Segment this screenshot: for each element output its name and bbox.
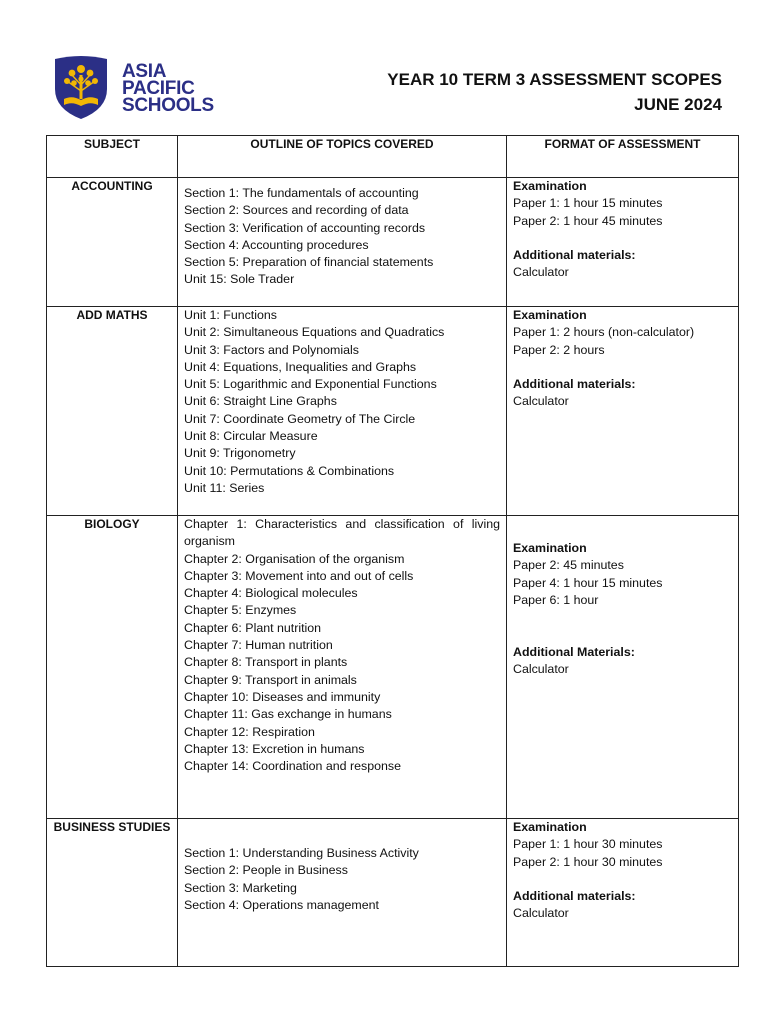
topic-item: Section 1: Understanding Business Activity	[184, 846, 419, 860]
materials-label: Additional materials:	[513, 889, 636, 904]
topics-cell	[178, 178, 507, 307]
exam-label: Examination	[513, 541, 587, 555]
topic-item: Unit 4: Equations, Inequalities and Graphs	[184, 359, 417, 374]
paper-item: Paper 1: 1 hour 15 minutes	[513, 196, 663, 211]
topic-item: Section 3: Marketing	[184, 880, 297, 895]
topic-item: Unit 5: Logarithmic and Exponential Functions	[184, 377, 437, 392]
topic-item: Section 5: Preparation of financial statements	[184, 255, 434, 270]
topic-item: Chapter 14: Coordination and response	[184, 759, 401, 774]
topic-item: Unit 15: Sole Trader	[184, 272, 295, 287]
subject-cell: BIOLOGY	[47, 516, 178, 819]
school-crest-icon	[52, 55, 110, 121]
paper-item: Paper 2: 1 hour 45 minutes	[513, 213, 663, 228]
topics-cell	[178, 307, 507, 516]
format-cell	[507, 307, 739, 516]
paper-item: Paper 4: 1 hour 15 minutes	[513, 575, 663, 590]
topic-item: Chapter 11: Gas exchange in humans	[184, 707, 392, 722]
topic-item: Section 1: The fundamentals of accounting	[184, 186, 419, 200]
topic-item: Chapter 2: Organisation of the organism	[184, 551, 405, 566]
paper-item: Paper 1: 2 hours (non-calculator)	[513, 325, 695, 340]
topic-item: Chapter 3: Movement into and out of cells	[184, 568, 414, 583]
materials-label: Additional Materials:	[513, 644, 635, 659]
topic-item: Chapter 4: Biological molecules	[184, 586, 358, 601]
exam-label: Examination	[513, 820, 587, 834]
topic-item: Unit 1: Functions	[184, 308, 277, 322]
exam-label: Examination	[513, 308, 587, 322]
logo-wordmark	[122, 60, 214, 116]
topic-item: Unit 3: Factors and Polynomials	[184, 342, 359, 357]
table-row	[47, 819, 739, 967]
topic-item: Chapter 7: Human nutrition	[184, 638, 333, 653]
topic-item: Unit 2: Simultaneous Equations and Quadratics	[184, 325, 445, 340]
assessment-scope-table	[46, 135, 739, 967]
table-row	[47, 307, 739, 516]
topic-item: Chapter 12: Respiration	[184, 724, 315, 739]
paper-item: Paper 2: 45 minutes	[513, 558, 624, 573]
materials-value: Calculator	[513, 906, 569, 921]
materials-label: Additional materials:	[513, 248, 636, 263]
topic-item: Unit 11: Series	[184, 480, 265, 495]
title-line-1: YEAR 10 TERM 3 ASSESSMENT SCOPES	[387, 70, 722, 89]
paper-item: Paper 6: 1 hour	[513, 592, 599, 607]
topic-item: Chapter 10: Diseases and immunity	[184, 689, 381, 704]
topic-item: Chapter 1: Characteristics and classification of living organism	[184, 517, 500, 549]
subject-cell: ACCOUNTING	[47, 178, 178, 307]
exam-label: Examination	[513, 179, 587, 193]
topic-item: Unit 10: Permutations & Combinations	[184, 463, 395, 478]
topic-item: Chapter 5: Enzymes	[184, 603, 297, 618]
topics-cell	[178, 516, 507, 819]
title-line-2: JUNE 2024	[634, 95, 722, 114]
format-cell	[507, 516, 739, 819]
paper-item: Paper 1: 1 hour 30 minutes	[513, 837, 663, 852]
document-title	[387, 67, 722, 117]
table-row	[47, 178, 739, 307]
topic-item: Unit 6: Straight Line Graphs	[184, 394, 337, 409]
logo-line-1: ASIA	[122, 60, 167, 82]
logo-line-3: SCHOOLS	[122, 94, 214, 116]
school-logo	[52, 55, 214, 121]
header-subject: SUBJECT	[47, 136, 178, 178]
topic-item: Chapter 13: Excretion in humans	[184, 741, 365, 756]
materials-value: Calculator	[513, 662, 569, 677]
topic-item: Section 4: Accounting procedures	[184, 237, 369, 252]
table-header-row	[47, 136, 739, 178]
materials-value: Calculator	[513, 394, 569, 409]
topic-item: Unit 7: Coordinate Geometry of The Circle	[184, 411, 416, 426]
topic-item: Section 2: Sources and recording of data	[184, 203, 409, 218]
topic-item: Section 3: Verification of accounting records	[184, 220, 426, 235]
topic-item: Unit 9: Trigonometry	[184, 446, 296, 461]
paper-item: Paper 2: 2 hours	[513, 342, 605, 357]
materials-value: Calculator	[513, 265, 569, 280]
logo-line-2: PACIFIC	[122, 77, 195, 99]
format-cell	[507, 178, 739, 307]
paper-item: Paper 2: 1 hour 30 minutes	[513, 854, 663, 869]
table-row	[47, 516, 739, 819]
materials-label: Additional materials:	[513, 377, 636, 392]
topic-item: Chapter 9: Transport in animals	[184, 672, 357, 687]
header-format: FORMAT OF ASSESSMENT	[507, 136, 739, 178]
subject-cell: BUSINESS STUDIES	[47, 819, 178, 967]
topic-item: Section 2: People in Business	[184, 863, 348, 878]
topic-item: Chapter 8: Transport in plants	[184, 655, 348, 670]
subject-cell: ADD MATHS	[47, 307, 178, 516]
topics-cell	[178, 819, 507, 967]
topic-item: Chapter 6: Plant nutrition	[184, 620, 322, 635]
format-cell	[507, 819, 739, 967]
header-topics: OUTLINE OF TOPICS COVERED	[178, 136, 507, 178]
topic-item: Unit 8: Circular Measure	[184, 429, 318, 444]
topic-item: Section 4: Operations management	[184, 897, 379, 912]
